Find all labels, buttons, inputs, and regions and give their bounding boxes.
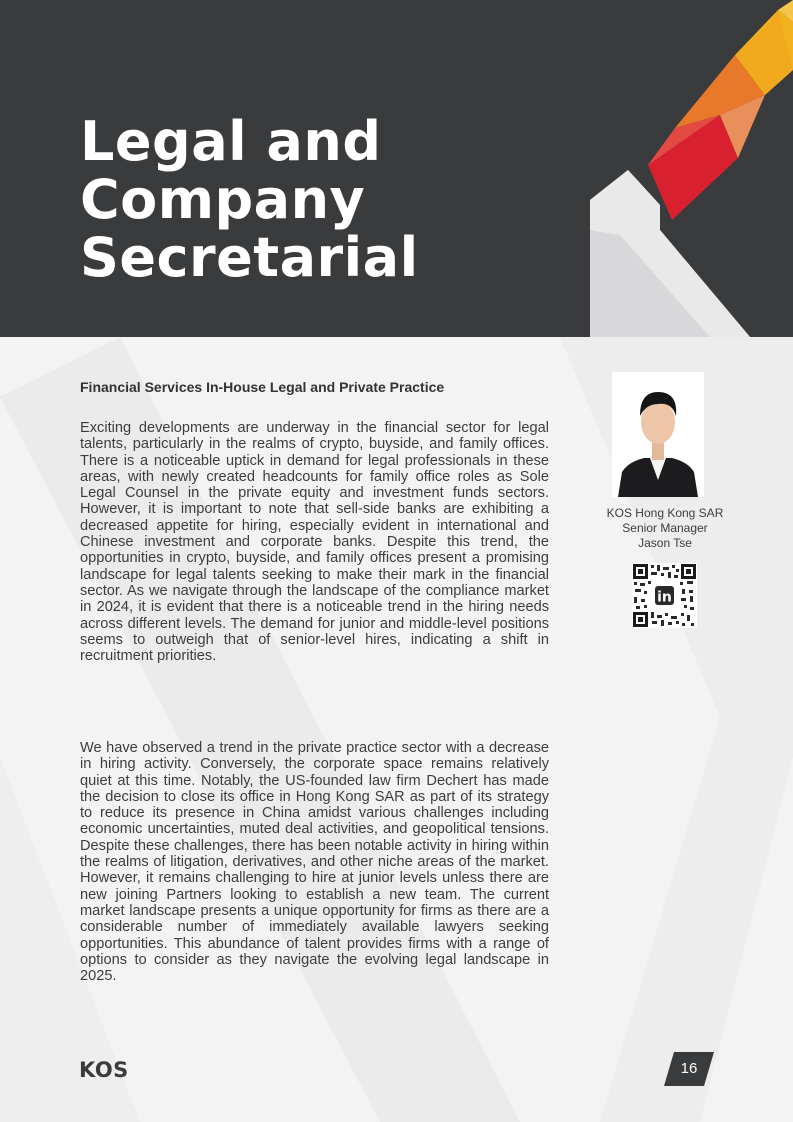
consultant-name: Jason Tse bbox=[638, 536, 692, 550]
header-banner bbox=[0, 0, 793, 337]
linkedin-qr-code-icon[interactable] bbox=[632, 563, 697, 628]
consultant-photo bbox=[612, 372, 704, 497]
consultant-role: Senior Manager bbox=[622, 521, 708, 535]
consultant-contact bbox=[598, 506, 732, 551]
title-line-1: Legal and bbox=[80, 110, 382, 173]
page-number-badge bbox=[664, 1052, 714, 1086]
consultant-office: KOS Hong Kong SAR bbox=[606, 506, 724, 520]
body-paragraph-2: We have observed a trend in the private practice sector with a decrease in hiring activity. Conversely, the corporate space remains relatively quiet at this time. Notably, the US-founded law firm Dechert has made the decision to close its office in Hong Kong SAR as part of its strategy to reduce its presence in China amidst various challenges including economic uncertainties, muted deal activities, and geopolitical tensions. Despite these challenges, there has been notable activity in hiring within the realms of litigation, derivatives, and other niche areas of the market. However, it remains challenging to hire at junior levels unless there are new joining Partners looking to establish a new team. The current market landscape presents a unique opportunity for firms as there are a considerable number of immediately available lawyers seeking opportunities. This abundance of talent provides firms with a range of options to consider as they navigate the evolving legal landscape in 2025. bbox=[80, 740, 549, 985]
title-line-2: Company bbox=[80, 168, 366, 231]
kos-logo: KOS bbox=[79, 1058, 129, 1082]
body-paragraph-1: Exciting developments are underway in the financial sector for legal talents, particularly in the realms of crypto, buyside, and family offices. There is a noticeable uptick in demand for legal professionals in these areas, with newly created headcounts for family office roles as Sole Legal Counsel in the private equity and investment funds sectors. However, it is important to note that sell-side banks are exhibiting a decreased appetite for hiring, especially evident in international and Chinese investment and corporate banks. Despite this trend, the opportunities in crypto, buyside, and family offices present a promising landscape for legal talents seeking to make their mark in the financial sector. As we navigate through the landscape of the compliance market in 2024, it is evident that there is a noticeable trend in the hiring needs across different levels. The demand for junior and middle-level positions seems to outweigh that of senior-level hires, indicating a shift in recruitment priorities. bbox=[80, 420, 549, 665]
page-title bbox=[80, 110, 419, 289]
linkedin-badge-icon: in bbox=[657, 589, 672, 606]
brand-ribbon-graphic bbox=[560, 0, 793, 337]
section-heading: Financial Services In-House Legal and Private Practice bbox=[80, 379, 445, 395]
title-line-3: Secretarial bbox=[80, 226, 419, 289]
page-number: 16 bbox=[680, 1060, 698, 1077]
